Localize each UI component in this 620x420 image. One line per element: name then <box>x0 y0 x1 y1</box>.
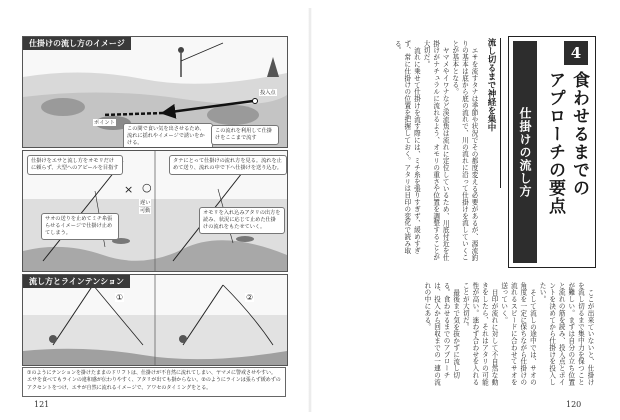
chapter-number: 4 <box>564 41 588 65</box>
page-number-left: 121 <box>34 400 50 409</box>
mark-x: × <box>124 183 134 196</box>
section-subhead: 流し切るまで神経を集中 <box>483 38 501 188</box>
figure3-mark-2: ② <box>246 293 254 302</box>
page-number-right: 120 <box>566 400 582 409</box>
body-upper-paragraph: エサを流すタナは季節や状況でその都度変える必要があるが、源流釣りの基本は底から底の流れで、川の流れに沿って仕掛けを流していくことが基本となる。 <box>450 40 478 261</box>
body-lower-paragraph: そして流しの途中では、サオの角度を一定に保ちながら仕掛けの流れるスピードに合わせてサオを送っていく。 <box>499 282 537 386</box>
body-upper-paragraph: 流れに乗せて仕掛けを流す際には、ミチ糸を張りすぎず、緩めすぎず、常に仕掛けの位置を把握しておく。アタリは目印の変化で読み取る。 <box>393 40 421 254</box>
figure-line-tension <box>22 274 288 366</box>
figure3-illustration <box>23 275 287 365</box>
figure1-callout-right: この流れを利用して仕掛けをここまで流す <box>211 125 279 145</box>
caption-line-1: ①のようにテンションを掛けたままのドリフトは、仕掛けが不自然に流れてしまい、ヤマメに警戒させやすい。 <box>27 370 277 376</box>
figure1-title: 仕掛けの流し方のイメージ <box>23 37 131 50</box>
right-page <box>310 0 620 420</box>
figure-tackle-drift <box>22 150 288 272</box>
point-label: ポイント <box>94 120 115 126</box>
small-label-b: 可動 <box>140 208 151 214</box>
figure-caption <box>22 367 286 397</box>
figure2-callout-mid-left: サオの送りを止めてミチ糸張らせるイメージで仕掛け止めてしまう。 <box>41 213 119 240</box>
figure2-callout-mid-right: オモリを入れ込みアタリの出方を読み、状況に応じて止めた仕掛けの流れをもたせていく。 <box>199 207 285 234</box>
chapter-title-line-2: アプローチの要点 <box>545 71 565 215</box>
figure2-callout-top-left: 仕掛けをエサと流し方をオモリだけに頼らず、大型へのアピールを目指す <box>27 155 123 175</box>
body-lower-paragraph: ここが出来ていないと、仕掛けを流し切るまで集中力を保つことが難しい。まずは自分の立ち位置と流れの筋を読み、投入点とポイントを決めてから仕掛けを投入したい。 <box>538 282 594 386</box>
figure3-title: 流し方とラインテンション <box>23 275 130 288</box>
figure1-callout-left: この間で食い気を出させるため、流れに揺れやイメージで誘いをかける。 <box>123 123 213 148</box>
body-upper-paragraph: ヤマメやイワナなど渓流魚は流れに定位しているため、川底付近を仕掛けがナチュラルに流れるよう、オモリの重さや位置を調整することが大切だ。 <box>422 40 450 261</box>
body-lower-paragraph: 目印が流れに対して不自然な動きをしたら、それはアタリの可能性が高い。迷わず合わせを入れることが大切だ。 <box>461 282 499 386</box>
figure-drift-image <box>22 36 288 148</box>
caption-line-2: エサを食べてもラインの違和感が伝わりやすく、アタリが出ても掛からない。②のようにラインは張らず緩めずの <box>27 377 281 384</box>
small-label-a: 遅い <box>140 200 151 206</box>
body-text-lower <box>326 282 594 390</box>
entry-point-label: 投入点 <box>260 90 276 96</box>
chapter-title <box>543 71 591 261</box>
mark-o: ○ <box>142 181 152 194</box>
body-lower-paragraph: 最後まで気を抜かずに流し切る。食わせるまでのアプローチは、投入から回収までの一連の流れの中にある。 <box>422 282 460 386</box>
figure2-callout-top-right: タナにとって仕掛けの流れ方を見る。流れを止めて送り、流れの中で下へ仕掛けを送り込む。 <box>169 155 287 175</box>
figure3-mark-1: ① <box>116 293 124 302</box>
chapter-heading <box>508 36 596 268</box>
caption-line-3: アクセントをつけ、エサが自然に流れるイメージで、アワセのタイミングをとる。 <box>27 384 212 391</box>
body-text-upper <box>326 40 478 266</box>
chapter-title-line-1: 食わせるまでの <box>569 71 589 197</box>
chapter-label: 仕掛けの流し方 <box>513 41 537 263</box>
